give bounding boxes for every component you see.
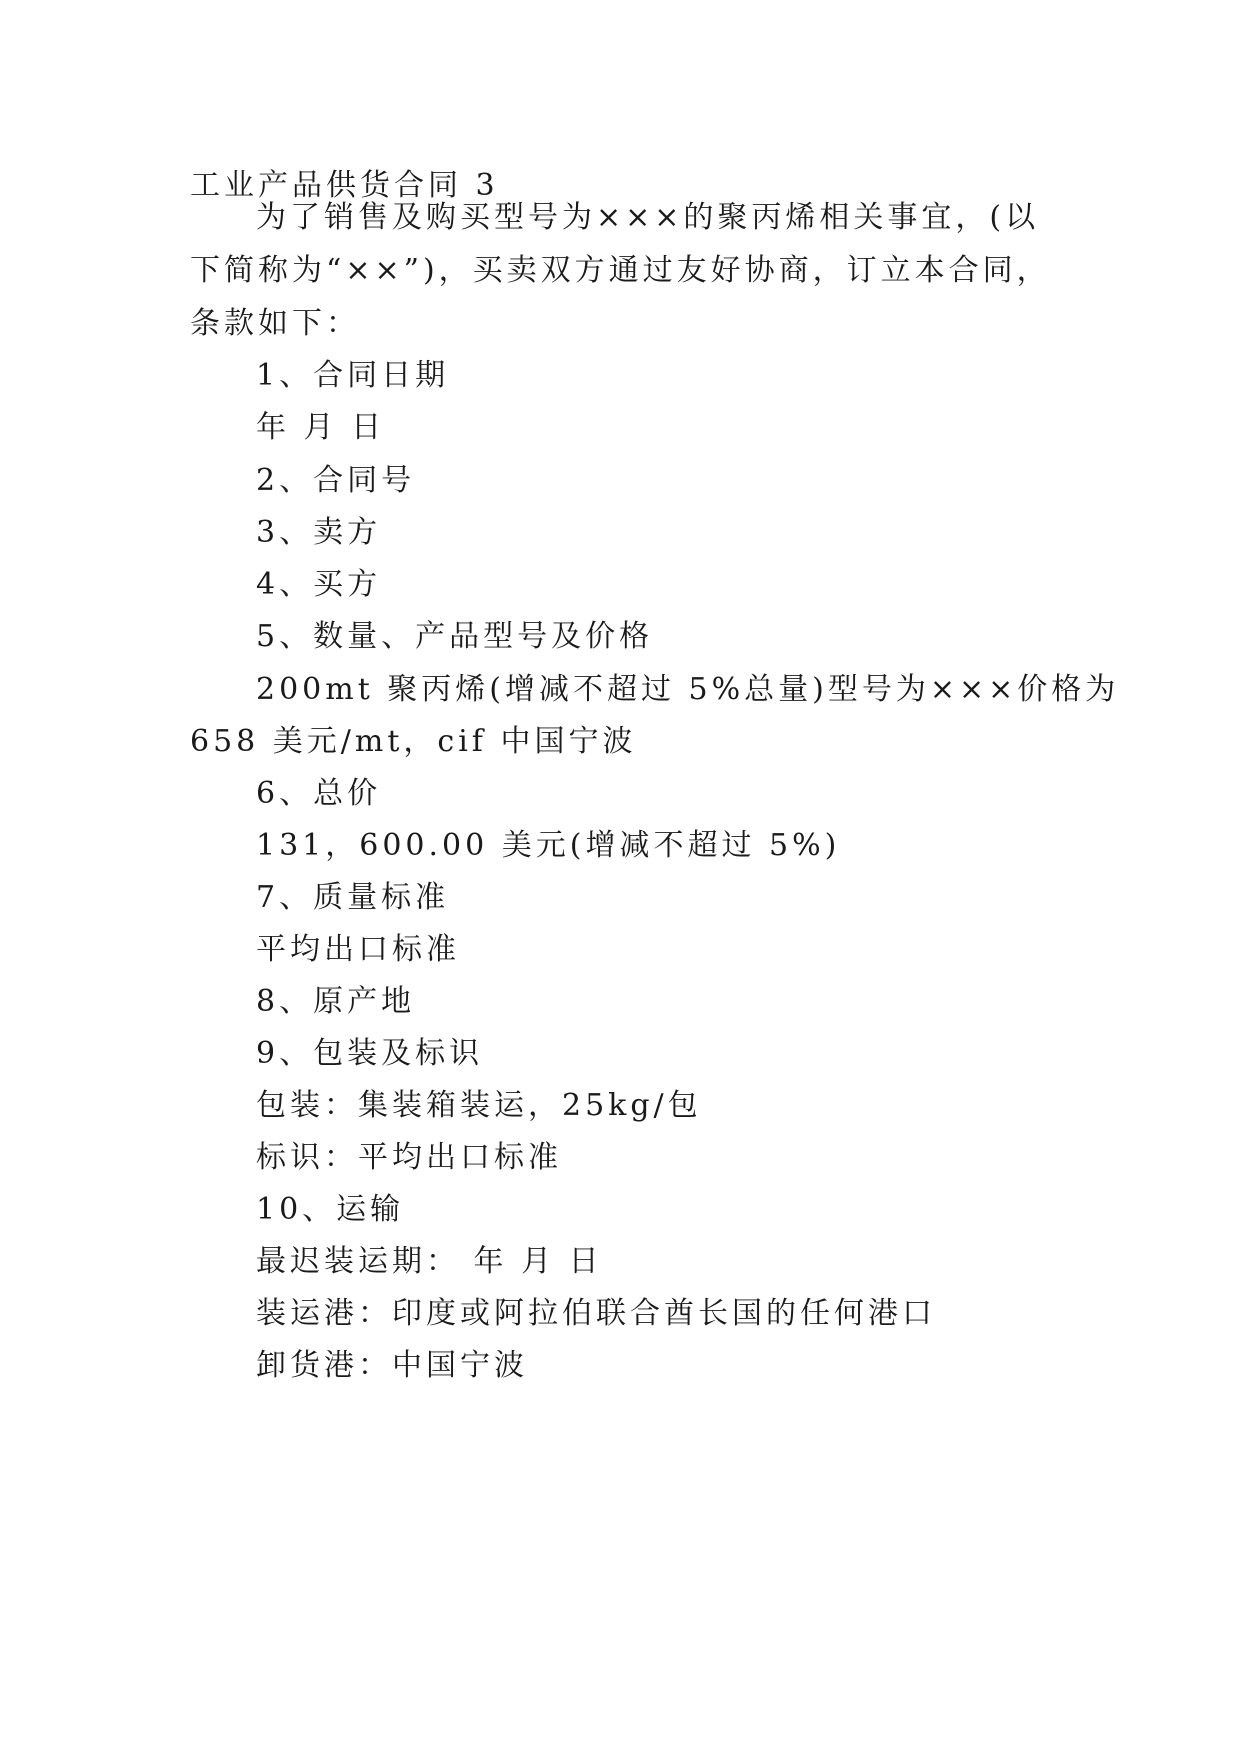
clause-2-heading: 2、合同号 <box>256 463 416 498</box>
clause-10-shipment-date: 最迟装运期： 年 月 日 <box>256 1244 603 1279</box>
clause-10-heading: 10、运输 <box>256 1192 405 1227</box>
clause-10-loading-port: 装运港：印度或阿拉伯联合酋长国的任何港口 <box>256 1296 936 1331</box>
intro-line-1: 为了销售及购买型号为×××的聚丙烯相关事宜，(以 <box>256 200 1040 235</box>
clause-5-heading: 5、数量、产品型号及价格 <box>256 619 654 654</box>
clause-5-detail-1: 200mt 聚丙烯(增减不超过 5%总量)型号为×××价格为 <box>256 672 1120 707</box>
clause-4-heading: 4、买方 <box>256 567 382 602</box>
clause-8-heading: 8、原产地 <box>256 984 416 1019</box>
clause-7-detail: 平均出口标准 <box>256 932 460 967</box>
clause-9-marking: 标识：平均出口标准 <box>256 1140 562 1175</box>
intro-line-3: 条款如下： <box>190 306 360 341</box>
document-title: 工业产品供货合同 3 <box>190 168 499 203</box>
clause-3-heading: 3、卖方 <box>256 515 382 550</box>
clause-9-heading: 9、包装及标识 <box>256 1036 484 1071</box>
clause-6-detail: 131，600.00 美元(增减不超过 5%) <box>256 828 841 863</box>
clause-10-discharge-port: 卸货港：中国宁波 <box>256 1348 528 1383</box>
clause-9-packing: 包装：集装箱装运，25kg/包 <box>256 1088 702 1123</box>
intro-line-2: 下简称为“××”)，买卖双方通过友好协商，订立本合同， <box>190 253 1051 288</box>
clause-7-heading: 7、质量标准 <box>256 880 450 915</box>
clause-5-detail-2: 658 美元/mt，cif 中国宁波 <box>190 724 637 759</box>
clause-6-heading: 6、总价 <box>256 776 382 811</box>
clause-1-date: 年 月 日 <box>256 410 386 445</box>
clause-1-heading: 1、合同日期 <box>256 358 450 393</box>
